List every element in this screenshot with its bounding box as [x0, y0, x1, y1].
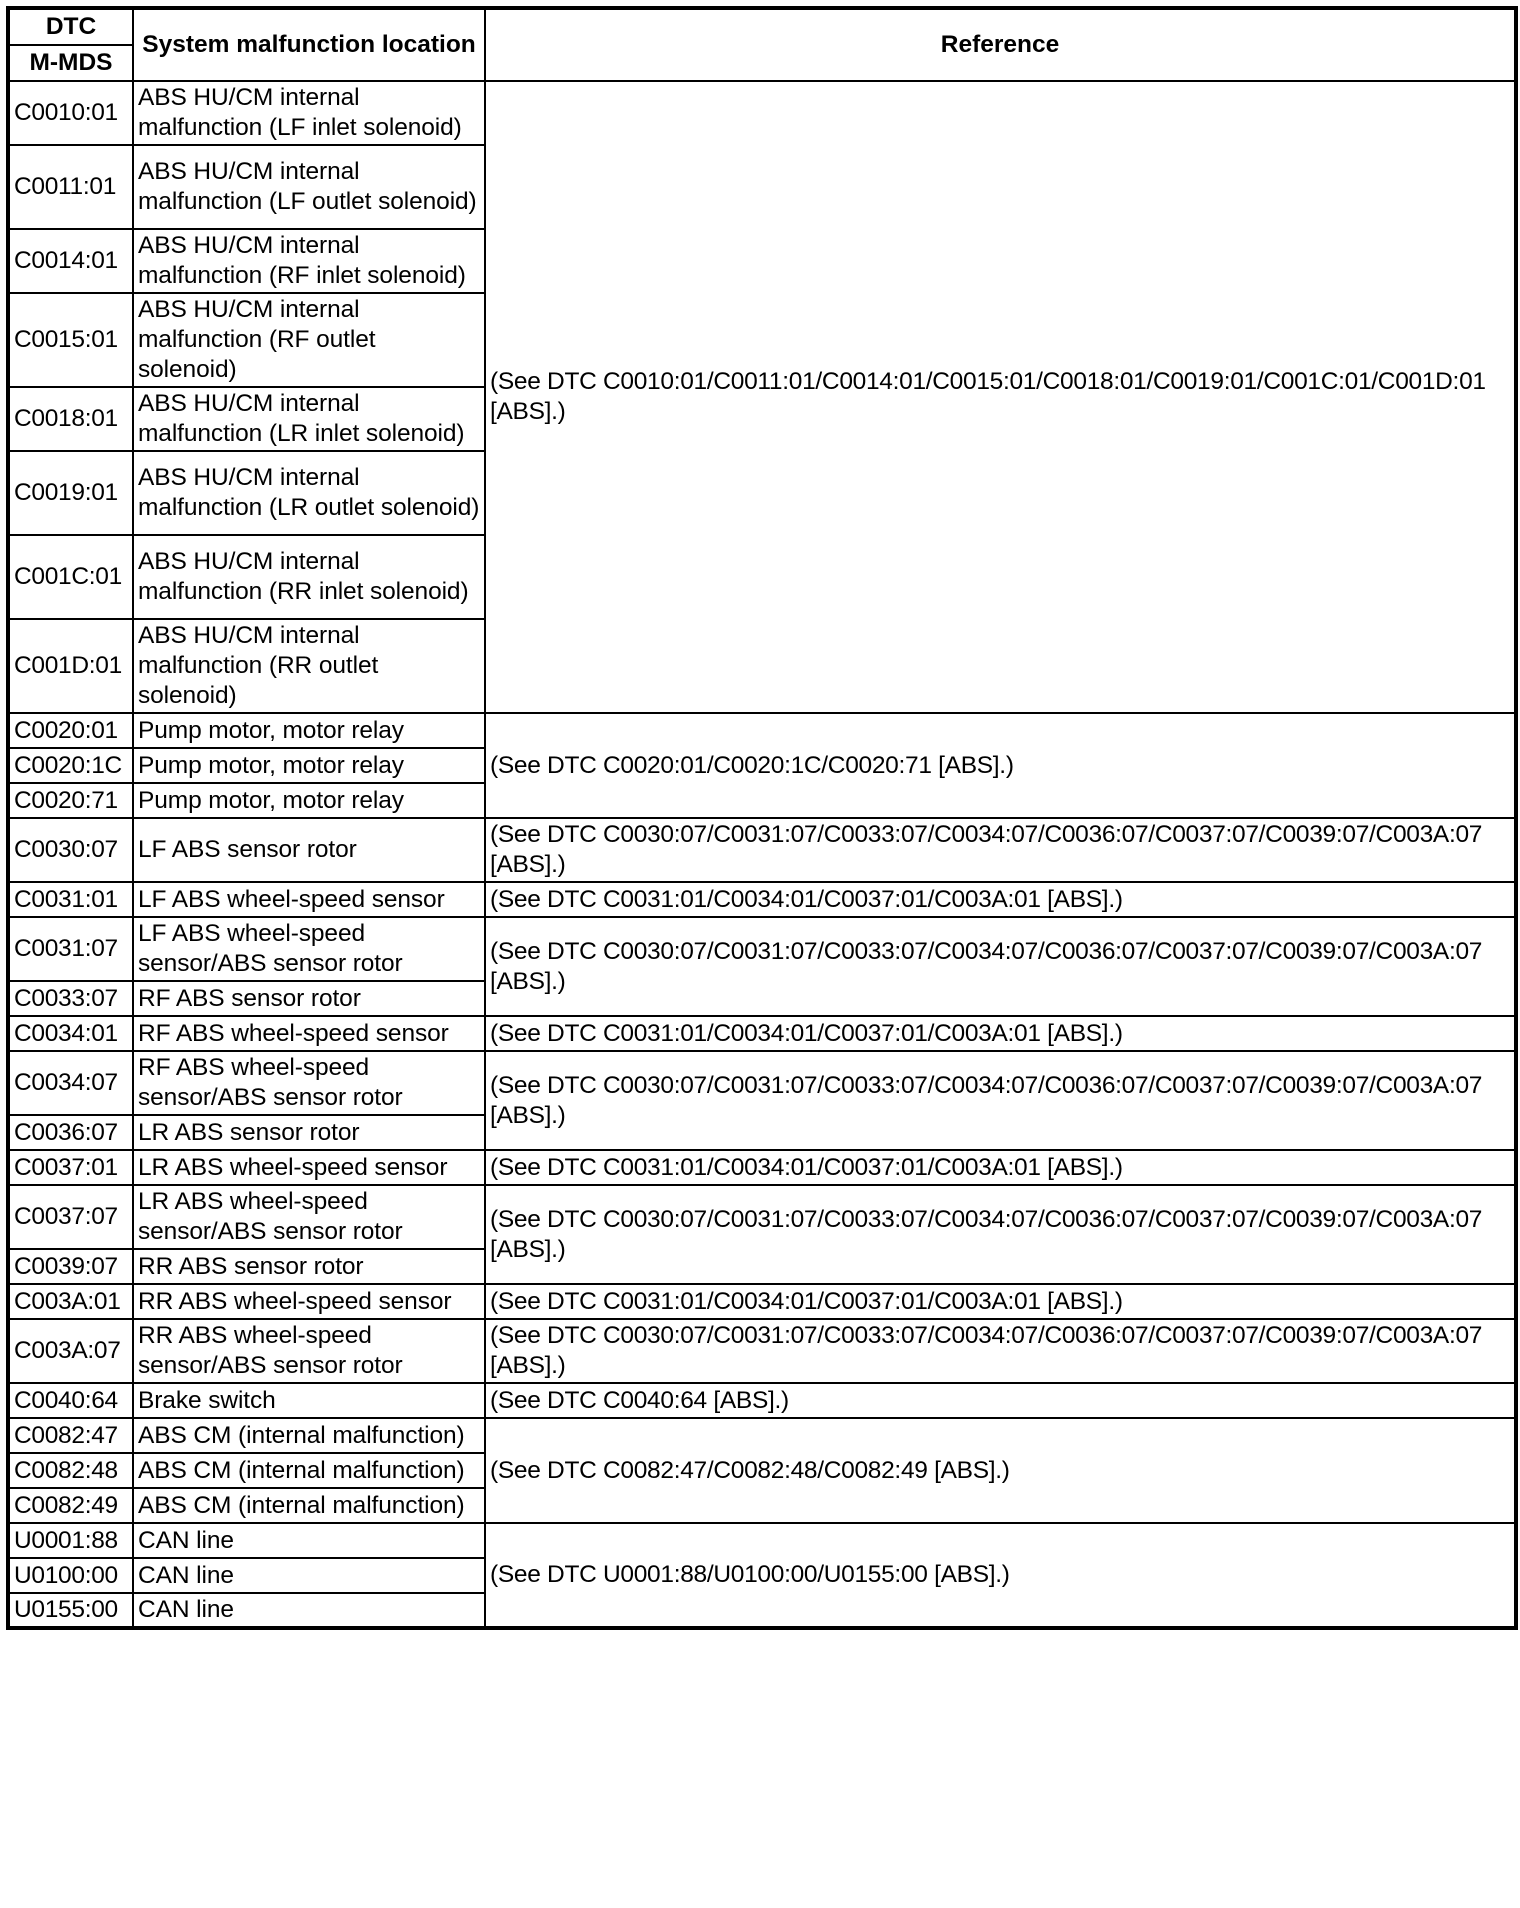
reference-cell: (See DTC C0030:07/C0031:07/C0033:07/C0034:07/C0036:07/C0037:07/C0039:07/C003A:07 [ABS].) [485, 1319, 1516, 1383]
malfunction-location: RR ABS wheel-speed sensor [133, 1284, 485, 1319]
reference-cell: (See DTC C0040:64 [ABS].) [485, 1383, 1516, 1418]
table-row [8, 1523, 1516, 1558]
malfunction-location: LF ABS wheel-speed sensor [133, 882, 485, 917]
malfunction-location: ABS CM (internal malfunction) [133, 1488, 485, 1523]
malfunction-location: Pump motor, motor relay [133, 783, 485, 818]
dtc-code: C0019:01 [8, 451, 133, 535]
dtc-code: C0082:49 [8, 1488, 133, 1523]
malfunction-location: RF ABS wheel-speed sensor [133, 1016, 485, 1051]
table-row [8, 713, 1516, 748]
table-row [8, 1383, 1516, 1418]
malfunction-location: ABS CM (internal malfunction) [133, 1453, 485, 1488]
table-row [8, 818, 1516, 882]
header-location: System malfunction location [133, 8, 485, 81]
malfunction-location: Pump motor, motor relay [133, 713, 485, 748]
dtc-code: U0001:88 [8, 1523, 133, 1558]
reference-cell: (See DTC C0030:07/C0031:07/C0033:07/C0034:07/C0036:07/C0037:07/C0039:07/C003A:07 [ABS].) [485, 1185, 1516, 1284]
dtc-code: U0100:00 [8, 1558, 133, 1593]
dtc-code: C003A:01 [8, 1284, 133, 1319]
table-row [8, 882, 1516, 917]
malfunction-location: ABS HU/CM internal malfunction (LF inlet solenoid) [133, 81, 485, 145]
malfunction-location: ABS HU/CM internal malfunction (RR inlet solenoid) [133, 535, 485, 619]
dtc-code: C0040:64 [8, 1383, 133, 1418]
malfunction-location: CAN line [133, 1593, 485, 1628]
reference-cell: (See DTC C0082:47/C0082:48/C0082:49 [ABS].) [485, 1418, 1516, 1523]
table-row [8, 917, 1516, 981]
dtc-code: C0030:07 [8, 818, 133, 882]
table-row [8, 1418, 1516, 1453]
dtc-code: C0033:07 [8, 981, 133, 1016]
dtc-code: C001C:01 [8, 535, 133, 619]
malfunction-location: Pump motor, motor relay [133, 748, 485, 783]
malfunction-location: RF ABS wheel-speed sensor/ABS sensor rotor [133, 1051, 485, 1115]
dtc-code: C0037:01 [8, 1150, 133, 1185]
dtc-code: C0020:01 [8, 713, 133, 748]
reference-cell: (See DTC C0031:01/C0034:01/C0037:01/C003A:01 [ABS].) [485, 1284, 1516, 1319]
reference-cell: (See DTC C0031:01/C0034:01/C0037:01/C003A:01 [ABS].) [485, 1150, 1516, 1185]
dtc-code: C0082:48 [8, 1453, 133, 1488]
malfunction-location: ABS HU/CM internal malfunction (RF inlet solenoid) [133, 229, 485, 293]
header-reference: Reference [485, 8, 1516, 81]
reference-cell: (See DTC C0030:07/C0031:07/C0033:07/C0034:07/C0036:07/C0037:07/C0039:07/C003A:07 [ABS].) [485, 818, 1516, 882]
malfunction-location: LF ABS sensor rotor [133, 818, 485, 882]
dtc-code: C0031:01 [8, 882, 133, 917]
dtc-code: C0010:01 [8, 81, 133, 145]
malfunction-location: ABS HU/CM internal malfunction (LR inlet solenoid) [133, 387, 485, 451]
dtc-code: C003A:07 [8, 1319, 133, 1383]
malfunction-location: RF ABS sensor rotor [133, 981, 485, 1016]
table-row [8, 81, 1516, 145]
table-row [8, 1185, 1516, 1249]
dtc-table-container [6, 6, 1514, 1630]
reference-cell: (See DTC C0031:01/C0034:01/C0037:01/C003A:01 [ABS].) [485, 882, 1516, 917]
malfunction-location: RR ABS wheel-speed sensor/ABS sensor rotor [133, 1319, 485, 1383]
reference-cell: (See DTC C0010:01/C0011:01/C0014:01/C0015:01/C0018:01/C0019:01/C001C:01/C001D:01 [ABS].) [485, 81, 1516, 713]
malfunction-location: RR ABS sensor rotor [133, 1249, 485, 1284]
table-row [8, 1319, 1516, 1383]
malfunction-location: ABS HU/CM internal malfunction (RF outlet solenoid) [133, 293, 485, 387]
dtc-code: C0082:47 [8, 1418, 133, 1453]
table-row [8, 1051, 1516, 1115]
dtc-code: C0015:01 [8, 293, 133, 387]
malfunction-location: ABS HU/CM internal malfunction (LF outlet solenoid) [133, 145, 485, 229]
dtc-code: C0014:01 [8, 229, 133, 293]
malfunction-location: CAN line [133, 1523, 485, 1558]
malfunction-location: LR ABS wheel-speed sensor/ABS sensor rotor [133, 1185, 485, 1249]
header-mmds: M-MDS [8, 45, 133, 81]
reference-cell: (See DTC C0030:07/C0031:07/C0033:07/C0034:07/C0036:07/C0037:07/C0039:07/C003A:07 [ABS].) [485, 917, 1516, 1016]
dtc-code: C0020:71 [8, 783, 133, 818]
table-row [8, 1284, 1516, 1319]
reference-cell: (See DTC C0020:01/C0020:1C/C0020:71 [ABS].) [485, 713, 1516, 818]
dtc-table [6, 6, 1518, 1630]
dtc-code: C0034:01 [8, 1016, 133, 1051]
dtc-code: C0018:01 [8, 387, 133, 451]
dtc-code: C0031:07 [8, 917, 133, 981]
malfunction-location: LR ABS sensor rotor [133, 1115, 485, 1150]
malfunction-location: LF ABS wheel-speed sensor/ABS sensor rotor [133, 917, 485, 981]
table-row [8, 1016, 1516, 1051]
dtc-code: C0036:07 [8, 1115, 133, 1150]
malfunction-location: CAN line [133, 1558, 485, 1593]
dtc-code: C0039:07 [8, 1249, 133, 1284]
malfunction-location: ABS CM (internal malfunction) [133, 1418, 485, 1453]
header-row [8, 8, 1516, 45]
malfunction-location: ABS HU/CM internal malfunction (LR outlet solenoid) [133, 451, 485, 535]
dtc-code: C001D:01 [8, 619, 133, 713]
dtc-code: C0037:07 [8, 1185, 133, 1249]
malfunction-location: ABS HU/CM internal malfunction (RR outlet solenoid) [133, 619, 485, 713]
dtc-code: C0020:1C [8, 748, 133, 783]
reference-cell: (See DTC U0001:88/U0100:00/U0155:00 [ABS].) [485, 1523, 1516, 1628]
dtc-code: C0034:07 [8, 1051, 133, 1115]
header-dtc: DTC [8, 8, 133, 45]
dtc-code: U0155:00 [8, 1593, 133, 1628]
malfunction-location: Brake switch [133, 1383, 485, 1418]
malfunction-location: LR ABS wheel-speed sensor [133, 1150, 485, 1185]
dtc-code: C0011:01 [8, 145, 133, 229]
table-row [8, 1150, 1516, 1185]
reference-cell: (See DTC C0030:07/C0031:07/C0033:07/C0034:07/C0036:07/C0037:07/C0039:07/C003A:07 [ABS].) [485, 1051, 1516, 1150]
reference-cell: (See DTC C0031:01/C0034:01/C0037:01/C003A:01 [ABS].) [485, 1016, 1516, 1051]
